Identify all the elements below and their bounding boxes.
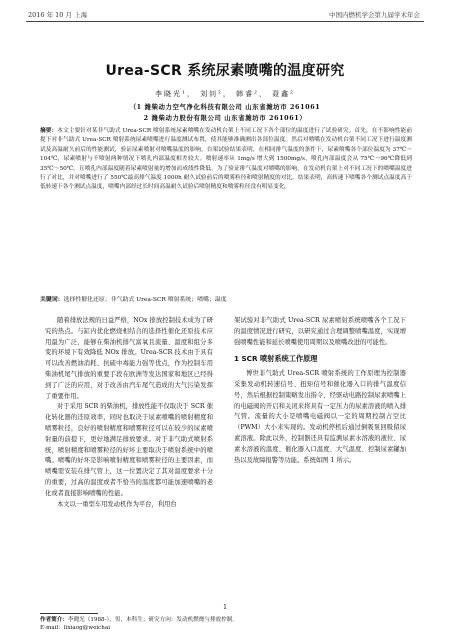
keywords (40, 294, 412, 303)
abstract (40, 127, 412, 193)
page-number: 1 (223, 604, 227, 611)
body-paragraph: 随着排放法规的日益严格，NOx 排放控制技术成为了研究的热点。与缸内优化燃烧相结合的选择性催化还原技术应用最为广泛，能够在柴油机排气富氧且流量、温度和组分多变的环境下有效降低 NOx 排放。Urea-SCR 技术由于具有可以改善燃油消耗、抗硫中毒能力强等优点，作为控制车用柴油机尾气排放的重要手段在欧洲等发达国家和地区已经得到了广泛的应用，对于改善由汽车尾气造成的大气污染发挥了重要作用。 (45, 317, 213, 400)
right-column (234, 316, 406, 466)
author-email: E-mail：lixiaog@weichai (40, 625, 111, 631)
header-date-location: 2016 年 10 月 上海 (28, 11, 88, 19)
keywords-text: 选择性催化还原；非气助式 Urea-SCR 喷射系统；喷嘴；温度 (63, 297, 227, 303)
footnote (40, 616, 238, 632)
affiliation-1: （1 潍柴动力空气净化科技有限公司 山东省潍坊市 261061 (129, 103, 321, 111)
body-paragraph: 本文以一重型车用发动机作为平台，利用台 (57, 500, 177, 508)
abstract-label: 摘要： (40, 128, 58, 134)
body-paragraph: 博世非气助式 Urea-SCR 喷射系统的工作原理为控制器采集发动机转速信号、扭矩信号和催化器入口的排气温度信号，然后根据控制策略发出指令，经驱动电路控制尿素喷嘴上的电磁阀的开启和关闭来将具有一定压力的尿素溶液的喷入排气管。流量的大小是喷嘴电磁阀以一定的周期控制占空比（PWM）大小来实现的。发动机停机后通过倒吸泵回吸留尿素溶液。除此以外，控制器还具有监测尿素水溶液的液位、尿素水溶液的温度、催化器入口温度、大气温度、控制尿素罐加热以及故障报警等功能。系统如图 1 所示。 (234, 370, 406, 464)
section-heading: 1 SCR 喷射系统工作原理 (234, 354, 318, 364)
keywords-label: 关键词： (40, 296, 64, 303)
header-rule (26, 21, 424, 22)
body-paragraph: 对于采用 SCR 的柴油机，排放性能不仅取决于 SCR 催化转化器的还原效率，同时也取决于尿素喷嘴的喷射精度和喷雾粒径，良好的喷射精度和喷雾粒径可以在较少的尿素喷射量的前提下，更好地满足排放要求。对于非气助式喷射系统，喷射精度和喷雾粒径的好坏主要取决于喷射系统中的喷嘴。喷嘴的好坏是影响喷射精度和喷雾粒径的主要因素，而喷嘴需安装在排气管上，这一位置决定了其对温度要求十分的重要，过高的温度或者不恰当的温度都可能加速喷嘴的老化或者直接影响喷嘴的性能。 (45, 403, 213, 497)
paper-title: Urea-SCR 系统尿素喷嘴的温度研究 (105, 63, 345, 79)
header-conference: 中国内燃机学会第九届学术年会 (329, 11, 420, 19)
affiliation-2: 2 潍柴动力股份有限公司 山东省潍坊市 261061） (143, 114, 307, 122)
footnote-rule (40, 613, 98, 614)
footnote-label: 作者简介： (40, 617, 68, 623)
abstract-text: 本文主要针对某非气助式 Urea-SCR 喷射系统尿素喷嘴在发动机台架上不同工况下各个部位的温度进行了试验研究。首先，在不影响性能前提下对非气助式 Urea-SCR 喷射系统尿素喷嘴进行温度测试布置，使其能够准确测出各部位温度。然后对喷嘴在发动机台架不同工况下进行温度测试及高温耐久前后的性能测试，验证尿素喷射对喷嘴温度的影响。台架试验结果表明，在相同排气温度的条件下，尿素喷嘴各个部位温度为 37℃～104℃，尿素喷射与不喷射两种情况下喷孔内部温度相差较大。喷射速率从 1mg/s 增大到 1500mg/s，喷孔内部温度会从 75℃～96℃降低到 35℃～50℃，且喷孔内部温度随着尿素喷射量的增加而成线性降低。为了验证排气温度对喷嘴的影响，在发动机台架上对不同工况下的喷嘴温度进行了对比，并对喷嘴进行了 550℃最高排气温度 1000h 耐久试验前后的喷雾粒径和喷射精度的对比。结果表明，高转速下喷嘴各个测试点温度高于低转速下各个测试点温度，喷嘴内部经过长时间高温耐久试验后喷射精度和喷雾粒径没有明显变化。 (40, 128, 413, 191)
footnote-text: 李晓光（1988-），男，本科生；研究方向：发动机燃烧与排放控制。 (67, 617, 238, 623)
running-header (0, 0, 450, 22)
body-paragraph: 架试验对非气助式 Urea-SCR 尿素喷射系统喷嘴各个工况下的温度情况进行研究，以研究通过合理调整喷嘴温度，实现增强喷嘴性能和延长喷嘴使用周期以及喷嘴改进的可能性。 (234, 317, 406, 346)
author-list: 李晓光¹， 刘钊²， 韩睿²， 聂鑫² (155, 90, 295, 98)
left-column (45, 316, 213, 510)
